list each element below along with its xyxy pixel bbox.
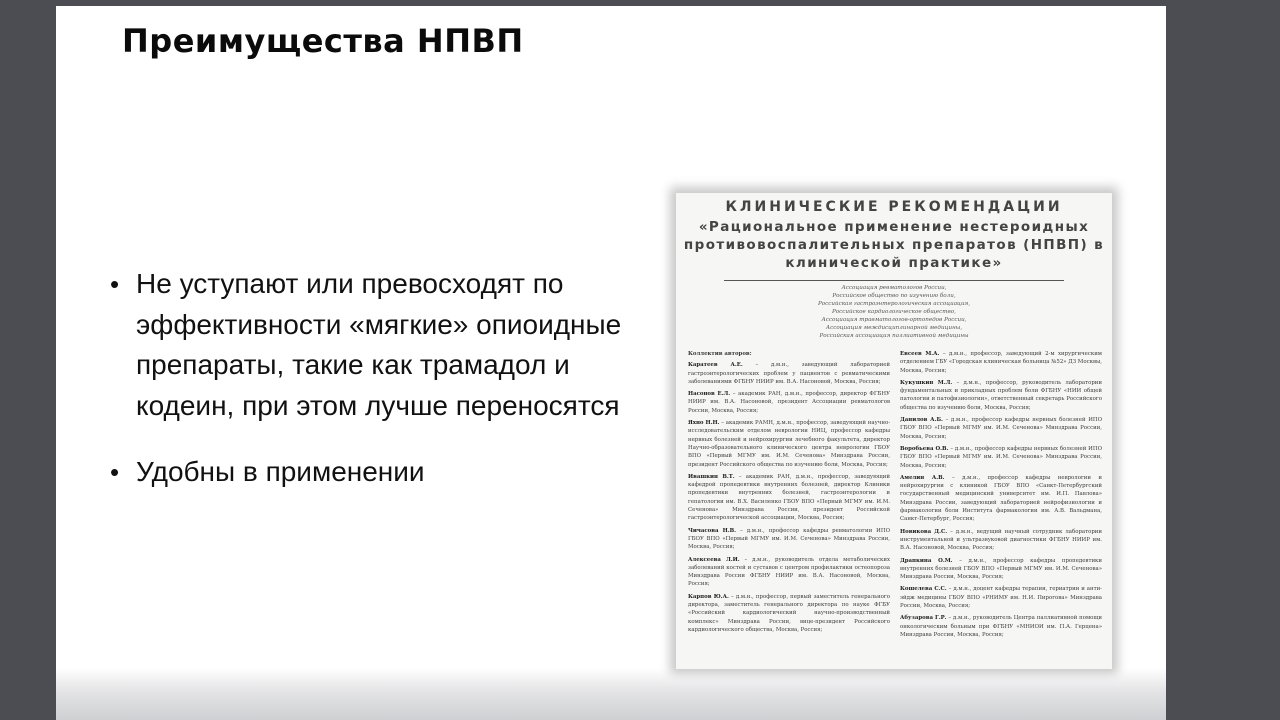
author-details: – д.м.н., профессор кафедры нервных болезней ИПО ГБОУ ВПО «Первый МГМУ им. И.М. Сеченова» Минздрава России, Москва, Россия; bbox=[900, 445, 1103, 469]
author-name: Абузарова Г.Р. bbox=[900, 615, 947, 622]
author-details: – д.м.н., профессор, руководитель лаборатории фундаментальных и прикладных проблем боли ФГБНУ «НИИ общей патологии и патофизиологии», ответственный секретарь Российского общества по изучению боли, Москва, Россия; bbox=[900, 379, 1102, 411]
author-details: – д.м.н., профессор, первый заместитель генерального директора, заместитель генерального директора по науке ФГБУ «Российский кардиологический научно-производственный комплекс» Минздрава России, вице-президент Российского кардиологического общества, Москва, Россия; bbox=[688, 593, 890, 633]
author-name: Ивашкин В.Т. bbox=[688, 473, 735, 480]
author-details: – академик РАН, д.м.н., профессор, заведующий кафедрой пропедевтики внутренних болезней, директор Клиники пропедевтики внутренних болезней, гастроэнтерологии и гепатологии им. В.Х. Василенко ГБОУ ВПО «Первый МГМУ им. И.М. Сеченова» Минздрава России, президент Российской гастроэнтерологической ассоциации, Москва, Россия; bbox=[688, 473, 890, 522]
document-scan-image bbox=[676, 193, 1112, 669]
author-entry bbox=[900, 585, 1102, 610]
author-name: Воробьева О.В. bbox=[900, 445, 949, 452]
author-details: – д.м.н., заведующий лабораторией гастроэнтерологических проблем у пациентов с ревматическими заболеваниями ФГБНУ НИИР им. В.А. Насоновой, Москва, Россия; bbox=[688, 362, 891, 385]
organization-line: Российская ассоциация паллиативной медицины bbox=[819, 333, 969, 339]
author-details: – академик РАН, д.м.н., профессор, директор ФГБНУ НИИР им. В.А. Насоновой, президент Ассоциации ревматологов России, Москва, Россия; bbox=[688, 391, 890, 414]
author-details: – д.м.н., профессор кафедры ревматологии ИПО ГБОУ ВПО «Первый МГМУ им. И.М. Сеченова» Минздрава России, Москва, Россия; bbox=[688, 527, 890, 551]
document-subtitle: «Рациональное применение нестероидных противовоспалительных препаратов (НПВП) в клинической практике» bbox=[683, 219, 1105, 271]
bullet-item bbox=[104, 452, 624, 493]
author-name: Карпов Ю.А. bbox=[688, 593, 729, 600]
organization-line: Ассоциация ревматологов России, bbox=[841, 285, 947, 291]
author-name: Кошелева С.С. bbox=[900, 586, 947, 593]
author-details: – д.м.н., профессор кафедры пропедевтики внутренних болезней ГБОУ ВПО «Первый МГМУ им. И.М. Сеченова» Минздрава России, Москва, Россия; bbox=[900, 557, 1103, 581]
bullet-item bbox=[104, 264, 624, 426]
author-name: Чичасова Н.В. bbox=[688, 527, 737, 534]
author-details: – д.м.н., руководитель отдела метаболических заболеваний костей и суставов с центром профилактики остеопороза Минздрава России ФГБНУ НИИР им. В.А. Насоновой, Москва, Россия; bbox=[688, 556, 891, 588]
document-heading: КЛИНИЧЕСКИЕ РЕКОМЕНДАЦИИ bbox=[725, 199, 1063, 215]
author-name: Алексеева Л.И. bbox=[688, 556, 740, 563]
authors-heading: Коллектив авторов: bbox=[688, 351, 752, 357]
author-name: Каратеев А.Е. bbox=[688, 362, 743, 369]
author-entry bbox=[900, 557, 1102, 582]
document-authors bbox=[676, 340, 1112, 643]
author-entry bbox=[688, 593, 890, 634]
organization-line: Российское общество по изучению боли, bbox=[832, 293, 956, 299]
slide bbox=[56, 6, 1166, 720]
author-name: Яхно Н.Н. bbox=[688, 420, 720, 427]
author-name: Евсеев М.А. bbox=[900, 351, 940, 357]
author-entry bbox=[688, 556, 890, 589]
author-entry bbox=[900, 528, 1102, 553]
authors-column-left bbox=[688, 350, 890, 643]
author-entry bbox=[900, 416, 1102, 441]
author-details: – д.м.н., профессор кафедры неврологии и нейрохирургии с клиникой ГБОУ ВПО «Санкт-Петербургский государственный медицинский университет им. И.П. Павлова» Минздрава России, заведующий лабораторией нейрофизиологии и фармакологии боли Института фармакологии им. А.В. Вальдмана, Санкт-Петербург, Россия; bbox=[900, 474, 1103, 523]
bullet-text: Удобны в применении bbox=[136, 456, 425, 487]
author-entry bbox=[688, 527, 890, 552]
organization-line: Ассоциация травматологов-ортопедов России, bbox=[821, 317, 967, 323]
author-name: Амелин А.В. bbox=[900, 474, 945, 481]
author-entry bbox=[900, 474, 1102, 524]
document-organizations bbox=[676, 284, 1112, 340]
bullet-text: Не уступают или превосходят по эффективности «мягкие» опиоидные препараты, такие как трамадол и кодеин, при этом лучше переносятся bbox=[136, 268, 622, 421]
author-details: – д.м.н., профессор кафедры нервных болезней ИПО ГБОУ ВПО «Первый МГМУ им. И.М. Сеченова» Минздрава России, Москва, Россия; bbox=[900, 417, 1103, 440]
slide-title: Преимущества НПВП bbox=[122, 22, 524, 60]
author-entry bbox=[688, 390, 890, 415]
author-details: – д.м.н., профессор, заведующий 2-м хирургическим отделением ГБУ «Городская клиническая больница №52» ДЗ Москвы, Москва, Россия; bbox=[900, 351, 1102, 374]
author-details: – академик РАМН, д.м.н., профессор, заведующий научно-исследовательским отделом неврологии НИЦ, профессор кафедры нервных болезней и нейрохирургии лечебного факультета, директор Научно-образовательного клинического центра неврологии ГБОУ ВПО «Первый МГМУ им. И.М. Сеченова» Минздрава России, президент Российского общества по изучению боли, Москва, Россия; bbox=[688, 420, 891, 468]
document-header bbox=[676, 199, 1112, 272]
slide-bottom-fade bbox=[56, 668, 1166, 720]
bullet-list bbox=[104, 264, 624, 493]
author-entry bbox=[900, 614, 1102, 639]
author-entry bbox=[688, 419, 890, 469]
document-divider bbox=[724, 280, 1064, 281]
organization-line: Ассоциация междисциплинарной медицины, bbox=[825, 325, 963, 331]
author-details: – д.м.н., доцент кафедры терапии, гериатрии и анти-эйдж медицины ГБОУ ВПО «РНИМУ им. Н.И. Пирогова» Минздрава России, Москва, Россия; bbox=[900, 586, 1103, 610]
author-name: Новикова Д.С. bbox=[900, 528, 948, 535]
author-name: Кукушкин М.Л. bbox=[900, 379, 953, 386]
organization-line: Российское кардиологическое общество, bbox=[832, 309, 956, 315]
bullet-marker: • bbox=[110, 457, 120, 487]
author-name: Насонов Е.Л. bbox=[688, 391, 731, 398]
organization-line: Российская гастроэнтерологическая ассоциация, bbox=[817, 301, 971, 307]
author-entry bbox=[688, 361, 890, 386]
bullet-marker: • bbox=[110, 269, 120, 299]
author-entry bbox=[688, 473, 890, 523]
author-name: Драпкина О.М. bbox=[900, 557, 953, 564]
author-entry bbox=[900, 445, 1102, 470]
authors-column-right bbox=[900, 350, 1102, 643]
author-details: – д.м.н., руководитель Центра паллиативной помощи онкологическим больным при ФГБНУ «МНИОИ им. П.А. Герцена» Минздрава России, Москва, Россия; bbox=[900, 615, 1103, 638]
author-name: Данилов А.Б. bbox=[900, 417, 943, 424]
author-entry bbox=[900, 379, 1102, 412]
author-entry bbox=[900, 350, 1102, 375]
author-details: – д.м.н., ведущий научный сотрудник лаборатории инструментальной и ультразвуковой диагностики ФГБНУ НИИР им. В.А. Насоновой, Москва, Россия; bbox=[900, 528, 1102, 552]
